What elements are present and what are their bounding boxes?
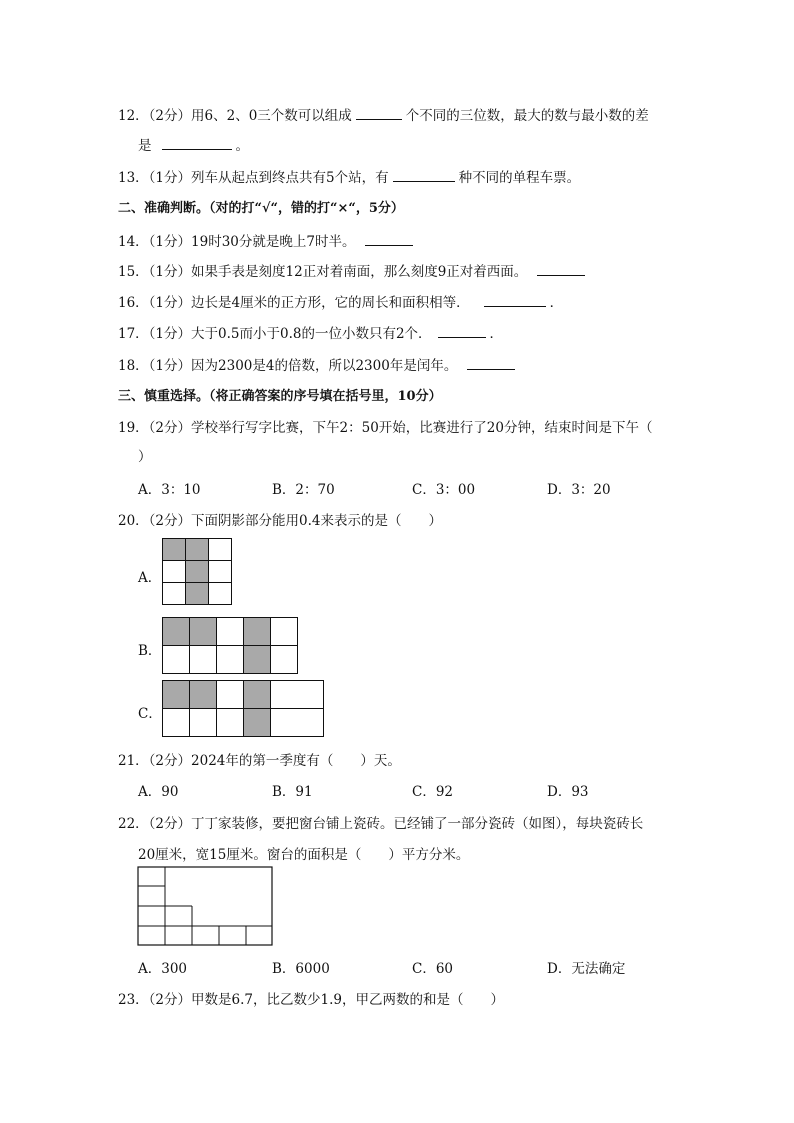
- grid-cell: [271, 681, 324, 709]
- question-22-line-2: 20厘米，宽15厘米。窗台的面积是（ ）平方分米。: [138, 847, 470, 863]
- answer-blank[interactable]: [365, 231, 413, 246]
- q22-option-b[interactable]: B．6000: [272, 961, 330, 977]
- q15-text: 15．（1分）如果手表是刻度12正对着南面，那么刻度9正对着西面。: [118, 264, 528, 280]
- question-15: [118, 260, 589, 280]
- q19-option-c[interactable]: C．3：00: [412, 482, 476, 498]
- question-23: 23．（2分）甲数是6.7，比乙数少1.9，甲乙两数的和是（ ）: [118, 992, 504, 1008]
- grid-cell: [190, 709, 217, 737]
- q21-option-c[interactable]: C．92: [412, 784, 454, 800]
- q16-end: ．: [549, 295, 564, 311]
- answer-blank[interactable]: [162, 135, 232, 150]
- grid-cell-shaded: [244, 618, 271, 646]
- grid-cell-shaded: [244, 646, 271, 674]
- q20-option-a-grid: [162, 538, 232, 605]
- question-18: [118, 354, 519, 374]
- question-14: [118, 230, 417, 250]
- grid-cell: [209, 539, 232, 561]
- grid-cell: [163, 709, 190, 737]
- grid-cell: [217, 709, 244, 737]
- windowsill-tile-figure: [137, 866, 275, 948]
- q17-end: ．: [489, 326, 504, 342]
- grid-cell-shaded: [163, 681, 190, 709]
- question-13: [118, 166, 580, 186]
- q18-text: 18．（1分）因为2300是4的倍数，所以2300年是闰年。: [118, 358, 458, 374]
- answer-blank[interactable]: [393, 167, 455, 182]
- grid-cell-shaded: [186, 583, 209, 605]
- q21-option-a[interactable]: A．90: [138, 784, 179, 800]
- section-2-heading: 二、准确判断。（对的打“√“，错的打“×“，5分）: [118, 201, 404, 216]
- grid-cell: [217, 646, 244, 674]
- q22-option-a[interactable]: A．300: [138, 961, 188, 977]
- q20-option-c-label[interactable]: C．: [138, 706, 162, 722]
- q20-option-a-label[interactable]: A．: [138, 570, 162, 586]
- section-3-heading: 三、慎重选择。（将正确答案的序号填在括号里，10分）: [118, 389, 442, 404]
- q13-text-a: 13．（1分）列车从起点到终点共有5个站，有: [118, 170, 389, 186]
- q16-text: 16．（1分）边长是4厘米的正方形，它的周长和面积相等．: [118, 295, 470, 311]
- answer-blank[interactable]: [484, 292, 546, 307]
- q19-option-d[interactable]: D．3：20: [547, 482, 611, 498]
- grid-cell-shaded: [190, 681, 217, 709]
- q12-text-d: 。: [235, 138, 249, 154]
- grid-cell-shaded: [190, 618, 217, 646]
- grid-cell: [271, 646, 298, 674]
- grid-cell: [209, 583, 232, 605]
- question-17: [118, 322, 503, 342]
- question-19-line-1: 19．（2分）学校举行写字比赛，下午2：50开始，比赛进行了20分钟，结束时间是下午（: [118, 420, 653, 436]
- grid-cell-shaded: [186, 561, 209, 583]
- grid-cell: [163, 646, 190, 674]
- q20-option-b-grid: [162, 617, 298, 674]
- q22-option-d[interactable]: D．无法确定: [547, 961, 626, 977]
- grid-cell: [217, 618, 244, 646]
- question-20: 20．（2分）下面阴影部分能用0.4来表示的是（ ）: [118, 513, 442, 529]
- q12-text-b: 个不同的三位数，最大的数与最小数的差: [405, 108, 649, 124]
- grid-cell: [271, 618, 298, 646]
- question-22-line-1: 22．（2分）丁丁家装修，要把窗台铺上瓷砖。已经铺了一部分瓷砖（如图），每块瓷砖长: [118, 816, 644, 832]
- grid-cell: [163, 583, 186, 605]
- q14-text: 14．（1分）19时30分就是晚上7时半。: [118, 234, 356, 250]
- grid-cell-shaded: [163, 539, 186, 561]
- grid-cell-shaded: [244, 709, 271, 737]
- question-12-line-2: [138, 134, 249, 154]
- answer-blank[interactable]: [356, 105, 402, 120]
- answer-blank[interactable]: [537, 261, 585, 276]
- question-19-line-2: ）: [138, 449, 152, 465]
- grid-cell: [209, 561, 232, 583]
- answer-blank[interactable]: [438, 323, 486, 338]
- q22-option-c[interactable]: C．60: [412, 961, 454, 977]
- question-12-line-1: [118, 104, 649, 124]
- question-21: 21．（2分）2024年的第一季度有（ ）天。: [118, 753, 401, 769]
- grid-cell-shaded: [244, 681, 271, 709]
- grid-cell: [163, 561, 186, 583]
- answer-blank[interactable]: [467, 355, 515, 370]
- grid-cell: [217, 681, 244, 709]
- q19-option-a[interactable]: A．3：10: [138, 482, 201, 498]
- grid-cell-shaded: [186, 539, 209, 561]
- grid-cell: [271, 709, 324, 737]
- q19-option-b[interactable]: B．2：70: [272, 482, 335, 498]
- q20-option-c-grid: [162, 680, 324, 737]
- q12-text-c: 是: [138, 138, 152, 154]
- grid-cell: [190, 646, 217, 674]
- q13-text-b: 种不同的单程车票。: [458, 170, 581, 186]
- q12-text-a: 12．（2分）用6、2、0三个数可以组成: [118, 108, 352, 124]
- grid-cell-shaded: [163, 618, 190, 646]
- question-16: [118, 291, 563, 311]
- q21-option-d[interactable]: D．93: [547, 784, 589, 800]
- q21-option-b[interactable]: B．91: [272, 784, 313, 800]
- q20-option-b-label[interactable]: B．: [138, 643, 162, 659]
- q17-text: 17．（1分）大于0.5而小于0.8的一位小数只有2个．: [118, 326, 432, 342]
